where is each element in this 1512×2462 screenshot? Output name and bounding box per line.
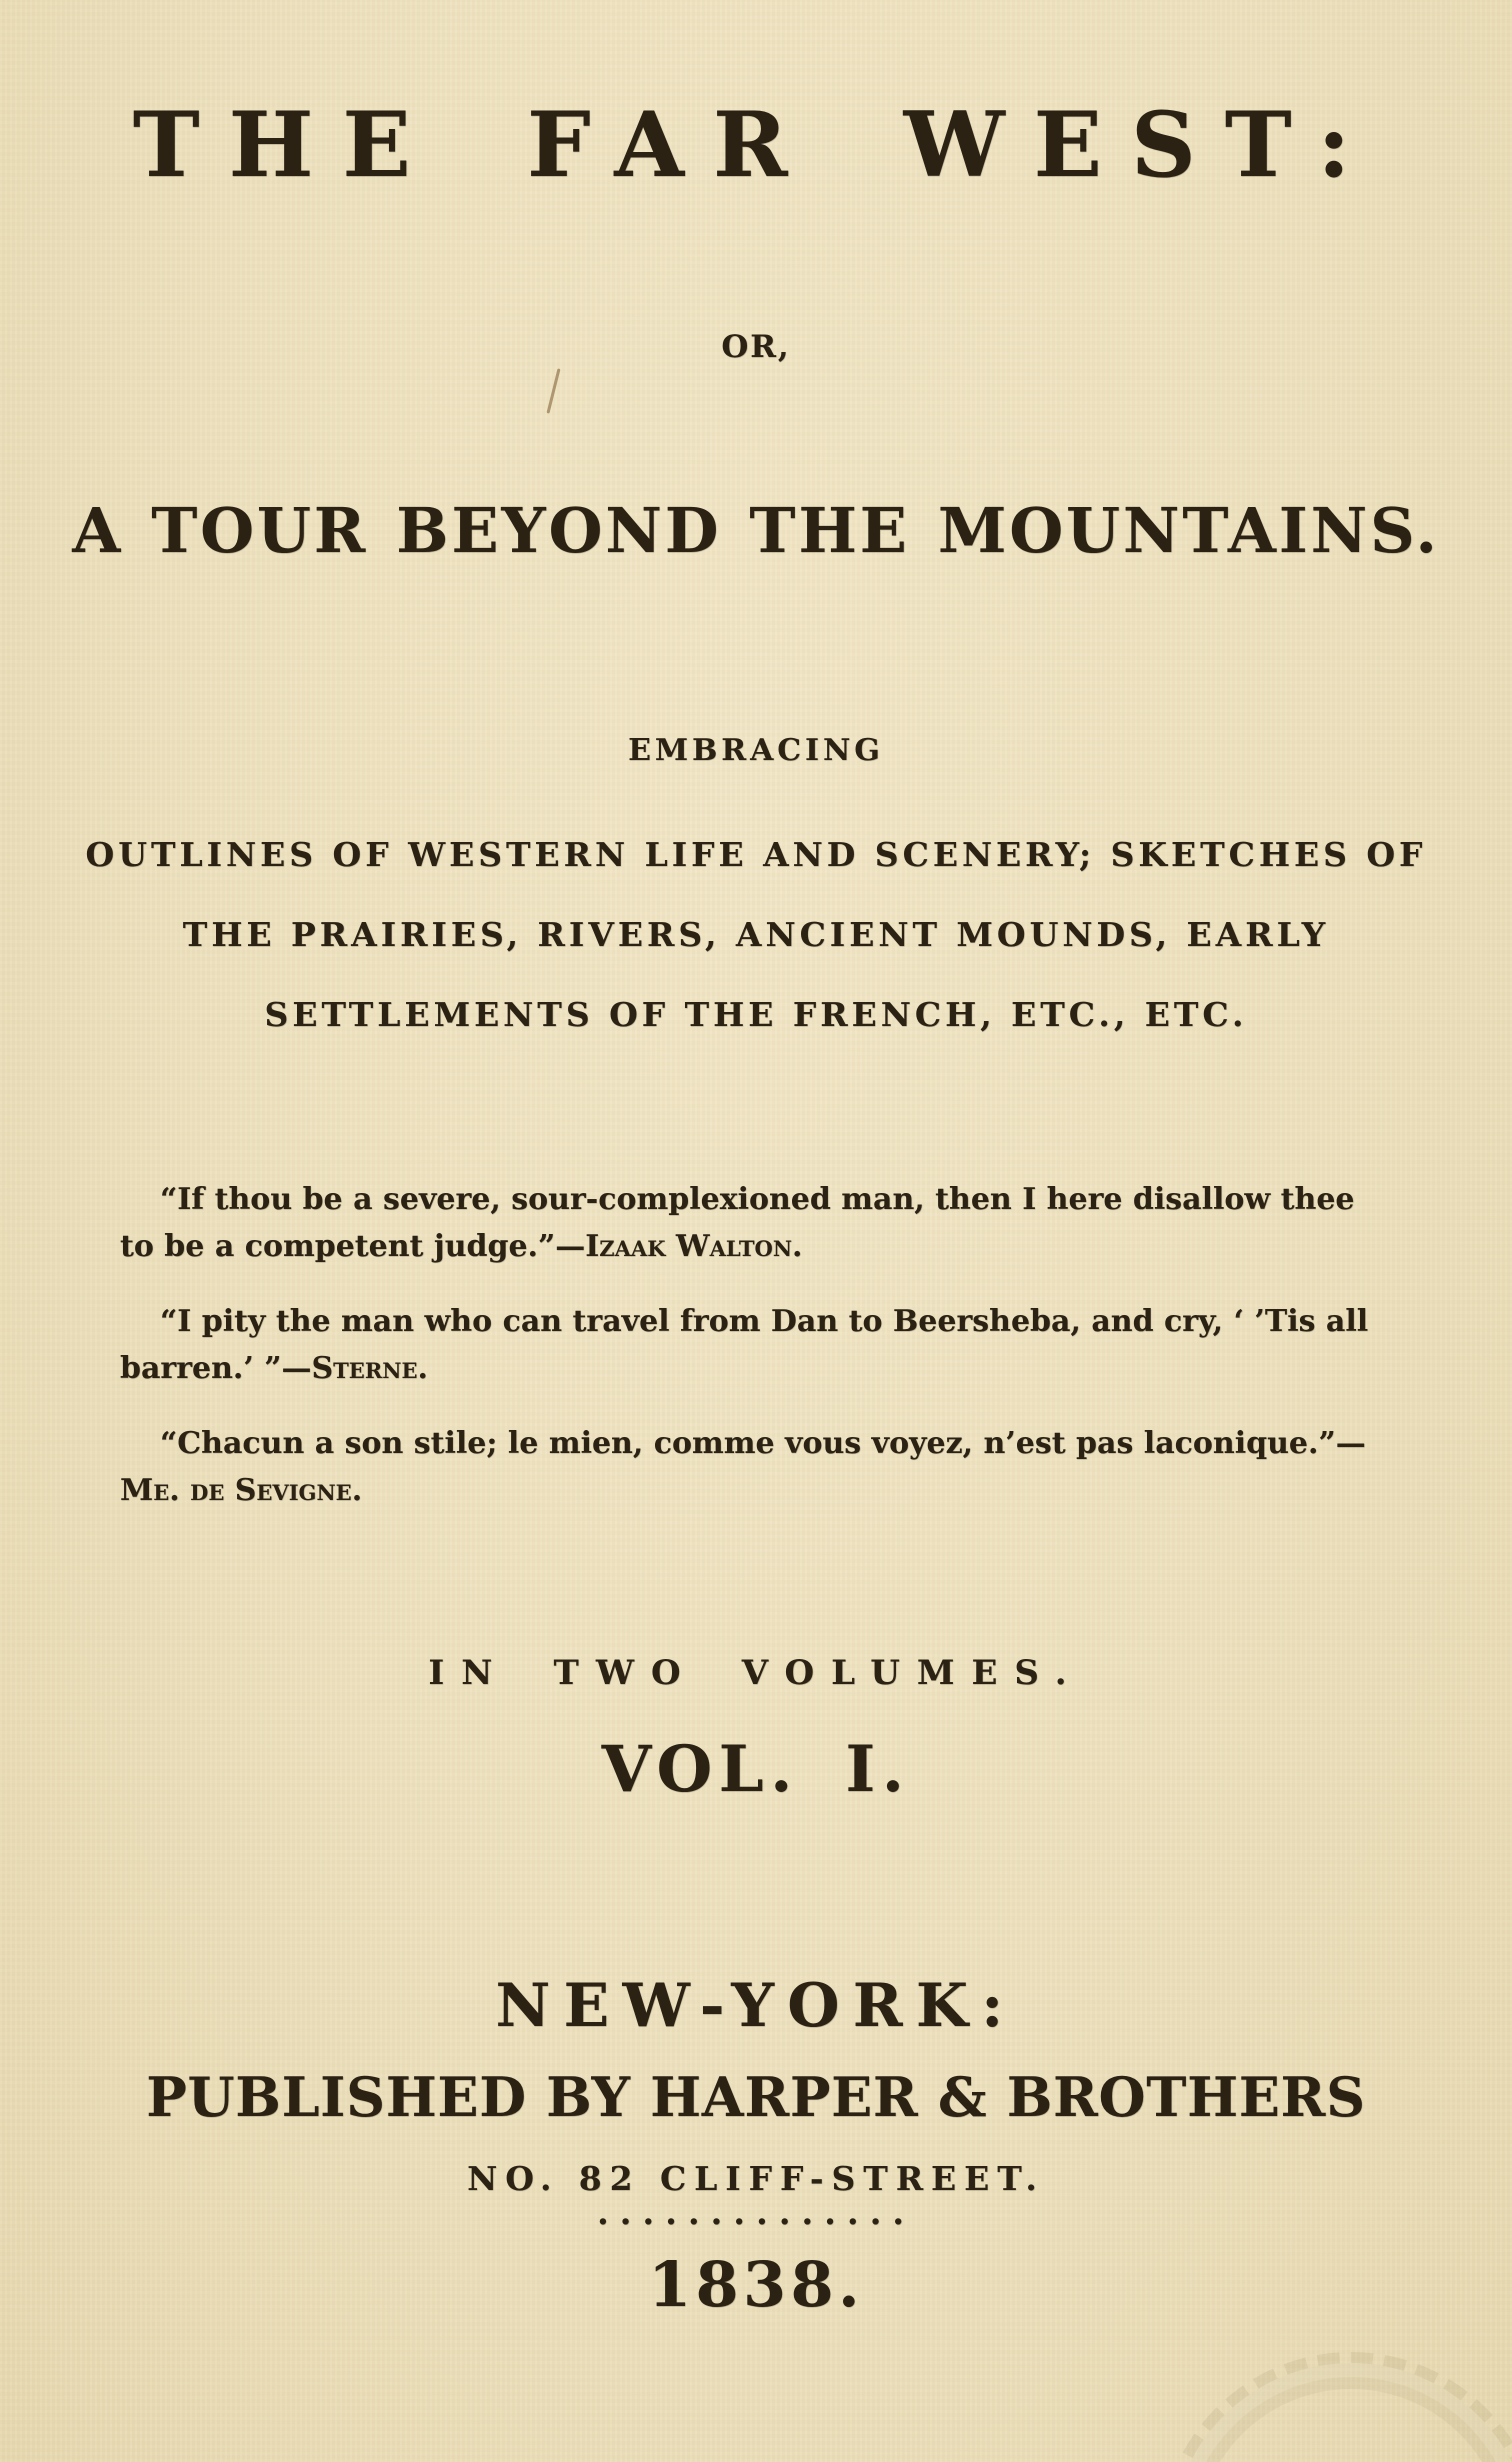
contents-line-3: SETTLEMENTS OF THE FRENCH, ETC., ETC.: [264, 995, 1248, 1034]
embossed-library-seal: [1160, 2352, 1512, 2462]
epigraph-quote-sevigne: [120, 1420, 1398, 1514]
quote-attribution: Me. de Sevigne.: [120, 1473, 363, 1508]
imprint-year: 1838.: [648, 2248, 864, 2321]
epigraph-quote-walton: [120, 1176, 1398, 1270]
contents-line-1: OUTLINES OF WESTERN LIFE AND SCENERY; SKETCHES OF: [85, 835, 1427, 874]
quote-text: “If thou be a severe, sour-complexioned man, then I here disallow thee to be a competent judge.”—: [120, 1182, 1355, 1264]
quote-text: “Chacun a son stile; le mien, comme vous voyez, n’est pas laconique.”—: [160, 1426, 1366, 1461]
or-label: OR,: [721, 329, 791, 365]
paper-scratch-mark: [546, 368, 560, 413]
book-title: THE FAR WEST:: [132, 92, 1380, 198]
epigraph-quotes: [120, 1176, 1398, 1542]
epigraph-quote-sterne: [120, 1298, 1398, 1392]
imprint-city: NEW-YORK:: [495, 1971, 1017, 2041]
volumes-line: IN TWO VOLUMES.: [428, 1653, 1084, 1693]
dotted-separator: ..............: [596, 2193, 916, 2233]
quote-attribution: Izaak Walton.: [585, 1229, 803, 1264]
quote-attribution: Sterne.: [311, 1351, 428, 1386]
quote-text: “I pity the man who can travel from Dan to Beersheba, and cry, ‘ ’Tis all barren.’ ”—: [120, 1304, 1369, 1386]
book-subtitle: A TOUR BEYOND THE MOUNTAINS.: [72, 494, 1440, 567]
volume-number: VOL. I.: [601, 1732, 911, 1807]
imprint-publisher: PUBLISHED BY HARPER & BROTHERS: [146, 2065, 1366, 2129]
contents-line-2: THE PRAIRIES, RIVERS, ANCIENT MOUNDS, EARLY: [182, 915, 1330, 954]
embracing-label: EMBRACING: [628, 733, 884, 768]
imprint-address: NO. 82 CLIFF-STREET.: [467, 2159, 1045, 2198]
